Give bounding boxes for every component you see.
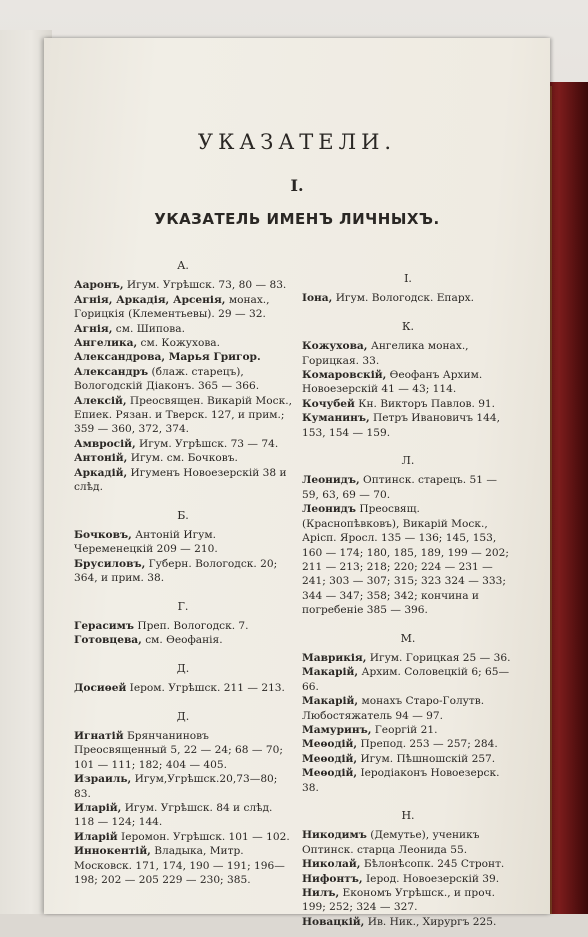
entry-text: Владыка, Митр. Московск. 171, 174, 190 — 191; 196—198; 202 — 205 229 — 230; 385. xyxy=(74,845,285,887)
entry-text: Ангелика монах., Горицкая. 33. xyxy=(302,340,469,367)
entry-name: Меѳодій, xyxy=(302,752,358,765)
index-entry xyxy=(74,633,292,647)
index-entry xyxy=(74,466,292,495)
section-letter: Д. xyxy=(176,709,190,723)
entry-name: Нилъ, xyxy=(302,887,340,900)
entry-name: Макарій, xyxy=(302,695,359,708)
index-entry xyxy=(302,291,514,305)
entry-text: Игум. Угрѣшск. 84 и слѣд. 118 — 124; 144. xyxy=(74,802,273,829)
entry-text: Петръ Ивановичъ 144, 153, 154 — 159. xyxy=(302,412,500,439)
entry-text: Архим. Соловецкій 6; 65—66. xyxy=(302,666,510,693)
entry-name: Досиѳей xyxy=(74,682,127,695)
section-gap xyxy=(74,696,292,704)
entry-text: (блаж. старецъ), Вологодскій Діаконъ. 365 — 366. xyxy=(74,365,260,393)
index-entry xyxy=(74,293,292,322)
index-entry xyxy=(74,336,292,350)
entry-text: Брянчаниновъ Преосвященный 5, 22 — 24; 68 — 70; 101 — 111; 182; 404 — 405. xyxy=(74,729,283,771)
entry-name: Іона, xyxy=(302,292,333,305)
index-entry xyxy=(74,437,292,451)
entry-name: Александрова, Марья Григор. xyxy=(74,351,261,364)
entry-name: Иннокентій, xyxy=(74,845,151,858)
entry-name: Николай, xyxy=(302,858,361,871)
index-entry xyxy=(302,857,514,871)
entry-text: Ѳеофанъ Архим. Новоезерскій 41 — 43; 114. xyxy=(302,369,483,396)
entry-text: Іеродіаконъ Новоезерск. 38. xyxy=(302,767,500,794)
section-number: I. xyxy=(290,176,304,195)
index-entry xyxy=(302,872,514,886)
entry-name: Игнатій xyxy=(74,729,124,742)
book-page xyxy=(44,38,550,928)
entry-name: Новацкій, xyxy=(302,915,365,928)
entry-text: Препод. 253 — 257; 284. xyxy=(357,738,498,751)
index-entry xyxy=(74,830,292,844)
index-entry xyxy=(302,665,514,694)
section-letter: А. xyxy=(177,259,189,272)
entry-text: см. Шипова. xyxy=(112,322,185,335)
entry-text: Игум. Пѣшношскій 257. xyxy=(357,752,496,765)
entry-text: Ив. Ник., Хирургъ 225. xyxy=(364,915,497,928)
index-entry xyxy=(302,502,514,617)
entry-name: Брусиловъ, xyxy=(74,557,146,570)
entry-text: Іером. Угрѣшск. 211 — 213. xyxy=(126,682,285,695)
index-entry xyxy=(302,651,514,665)
section-gap xyxy=(302,440,514,448)
entry-name: Бочковъ, xyxy=(74,528,132,541)
section-letter: Л. xyxy=(401,454,415,468)
entry-name: Мамуринъ, xyxy=(302,723,372,736)
index-entry xyxy=(74,619,292,633)
index-entry xyxy=(74,844,292,887)
index-entry xyxy=(74,365,292,394)
entry-name: Антоній, xyxy=(74,452,128,465)
section-letter: Г. xyxy=(177,599,189,613)
entry-name: Агнія, xyxy=(74,322,113,335)
entry-text: Бѣлонѣсопк. 245 Стронт. xyxy=(360,858,505,871)
index-entry xyxy=(74,451,292,465)
entry-text: Преосвящен. Викарій Моск., Епиек. Рязан. и Тверск. 127, и прим.; 359 — 360, 372, 374. xyxy=(74,394,292,436)
index-entry xyxy=(74,528,292,557)
section-gap xyxy=(74,586,292,594)
entry-name: Аркадій, xyxy=(74,466,128,479)
entry-name: Макарій, xyxy=(302,666,359,679)
entry-text: Преосвящ. (Краснопѣвковъ), Викарій Моск., Арісп. Яросл. 135 — 136; 145, 153, 160 — 174; 180, 185, 189, 199 — 202; 211 — 213; 218; 220; 224 — 231 — 241; 303 — 307; 315; 323 324 — 333; 344 — 347; 358; 342; кончина и погребеніе 385 — 396. xyxy=(302,503,509,617)
index-entry xyxy=(74,394,292,437)
index-entry xyxy=(74,801,292,830)
entry-name: Израиль, xyxy=(74,773,132,786)
entry-name: Агнія, Аркадія, Арсенія, xyxy=(74,293,226,306)
entry-text: Кн. Викторъ Павлов. 91. xyxy=(354,397,496,410)
index-entry xyxy=(302,368,514,397)
index-column-right xyxy=(302,266,514,937)
entry-name: Ангелика, xyxy=(74,337,138,350)
section-gap xyxy=(302,618,514,626)
entry-name: Комаровскій, xyxy=(302,369,387,382)
entry-name: Никодимъ xyxy=(302,829,367,842)
entry-name: Кожухова, xyxy=(302,340,368,353)
index-entry xyxy=(302,828,514,857)
index-entry xyxy=(302,694,514,723)
entry-text: Економъ Угрѣшск., и проч. 199; 252; 324 — 327. xyxy=(302,887,495,914)
entry-name: Ааронъ, xyxy=(74,279,124,292)
index-entry xyxy=(302,752,514,766)
section-title: УКАЗАТЕЛЬ ИМЕНЪ ЛИЧНЫХЪ. xyxy=(154,210,440,228)
entry-text: Игум. см. Бочковъ. xyxy=(127,452,238,465)
section-letter: К. xyxy=(401,319,414,333)
index-entry xyxy=(74,772,292,801)
section-gap xyxy=(74,495,292,503)
entry-name: Меѳодій, xyxy=(302,767,358,780)
entry-text: Игум,Угрѣшск.20,73—80; 83. xyxy=(74,773,278,800)
entry-text: монахъ Старо-Голутв. Любостяжатель 94 — 97. xyxy=(302,695,485,722)
section-gap xyxy=(74,887,292,895)
entry-text: Губерн. Вологодск. 20; 364, и прим. 38. xyxy=(74,557,278,585)
index-entry xyxy=(74,729,292,772)
entry-text: Іеромон. Угрѣшск. 101 — 102. xyxy=(117,830,290,843)
index-entry xyxy=(302,915,514,929)
section-gap xyxy=(302,306,514,314)
entry-text: (Демутье), ученикъ Оптинск. старца Леонида 55. xyxy=(302,829,480,856)
index-entry xyxy=(74,278,292,292)
index-column-left xyxy=(74,253,292,895)
index-entry xyxy=(302,339,514,368)
page-heading: УКАЗАТЕЛИ. xyxy=(197,130,397,154)
entry-text: Антоній Игум. Череменецкій 209 — 210. xyxy=(74,528,218,556)
entry-text: Игум. Угрѣшск. 73 — 74. xyxy=(135,437,279,450)
entry-name: Алексій, xyxy=(74,394,127,407)
entry-name: Меѳодій, xyxy=(302,738,358,751)
entry-name: Готовцева, xyxy=(74,634,142,647)
entry-name: Леонидъ xyxy=(302,503,356,516)
entry-text: Оптинск. старецъ. 51 — 59, 63, 69 — 70. xyxy=(302,474,497,501)
index-entry xyxy=(302,886,514,915)
entry-name: Леонидъ, xyxy=(302,474,360,487)
section-letter: І. xyxy=(404,272,412,285)
index-entry xyxy=(302,723,514,737)
entry-text: см. Ѳеофанія. xyxy=(141,634,223,647)
section-letter: Б. xyxy=(177,508,189,522)
entry-text: см. Кожухова. xyxy=(137,337,220,350)
index-entry xyxy=(302,473,514,502)
section-letter: Н. xyxy=(401,809,415,822)
entry-text: Игум. Горицкая 25 — 36. xyxy=(366,651,511,664)
index-entry xyxy=(302,411,514,440)
entry-text: Георгій 21. xyxy=(371,723,438,736)
index-entry xyxy=(74,557,292,586)
section-letter: М. xyxy=(400,631,416,645)
entry-text: Игум. Вологодск. Епарх. xyxy=(332,292,474,305)
entry-name: Иларій, xyxy=(74,802,122,814)
entry-text: Іерод. Новоезерскій 39. xyxy=(362,872,500,885)
index-entry xyxy=(74,350,292,364)
entry-text: Игуменъ Новоезерскій 38 и слѣд. xyxy=(74,466,287,494)
index-entry xyxy=(302,737,514,751)
entry-name: Иларій xyxy=(74,830,118,843)
index-entry xyxy=(74,681,292,695)
entry-name: Амвросій, xyxy=(74,437,136,450)
index-entry xyxy=(302,397,514,411)
section-gap xyxy=(74,648,292,656)
section-letter: Д. xyxy=(176,661,190,675)
entry-name: Александръ xyxy=(74,365,149,378)
entry-name: Нифонтъ, xyxy=(302,872,363,885)
entry-name: Кочубей xyxy=(302,397,355,410)
index-entry xyxy=(302,766,514,795)
section-gap xyxy=(302,795,514,803)
entry-name: Герасимъ xyxy=(74,619,134,632)
entry-text: Игум. Угрѣшск. 73, 80 — 83. xyxy=(123,279,287,292)
entry-text: монах., Горицкія (Клементьевы). 29 — 32. xyxy=(74,293,270,321)
entry-text: Преп. Вологодск. 7. xyxy=(133,619,249,632)
index-entry xyxy=(74,322,292,336)
entry-name: Маврикія, xyxy=(302,651,367,664)
section-gap xyxy=(302,929,514,937)
entry-name: Куманинъ, xyxy=(302,412,370,425)
